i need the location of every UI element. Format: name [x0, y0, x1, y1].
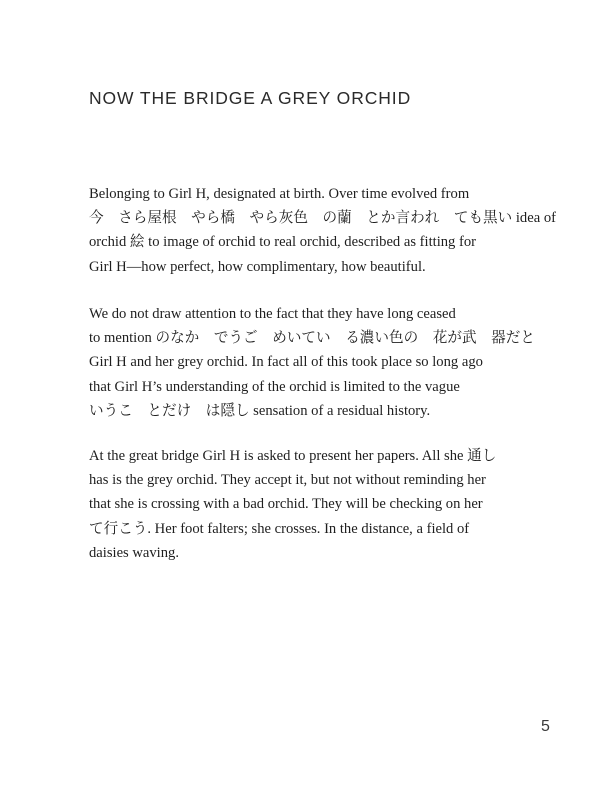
text-line: We do not draw attention to the fact that they have long ceased [89, 306, 456, 322]
text-line: Girl H—how perfect, how complimentary, how beautiful. [89, 258, 426, 275]
text-line: 今 さら屋根 やら橋 やら灰色 の蘭 とか言われ ても黒い idea of [89, 210, 556, 227]
paragraph-2 [89, 302, 535, 423]
text-line: daisies waving. [89, 544, 179, 561]
paragraph-1 [89, 182, 556, 279]
text-line: orchid 絵 to image of orchid to real orchid, described as fitting for [89, 234, 477, 251]
page-number: 5 [541, 718, 550, 735]
text-line: て行こう. Her foot falters; she crosses. In the distance, a field of [89, 520, 470, 537]
text-line: At the great bridge Girl H is asked to present her papers. All she 通し [89, 448, 497, 464]
text-line: to mention のなか でうご めいてい る濃い色の 花が武 器だと [89, 330, 535, 347]
chapter-title: NOW THE BRIDGE A GREY ORCHID [89, 88, 412, 108]
text-line: has is the grey orchid. They accept it, but not without reminding her [89, 472, 486, 489]
text-line: Belonging to Girl H, designated at birth. Over time evolved from [89, 186, 470, 202]
text-line: いうこ とだけ は隠し sensation of a residual history. [89, 402, 431, 419]
text-line: that she is crossing with a bad orchid. They will be checking on her [89, 496, 483, 513]
text-line: that Girl H’s understanding of the orchid is limited to the vague [89, 378, 460, 395]
paragraph-3 [89, 444, 509, 565]
text-line: Girl H and her grey orchid. In fact all of this took place so long ago [89, 354, 483, 371]
